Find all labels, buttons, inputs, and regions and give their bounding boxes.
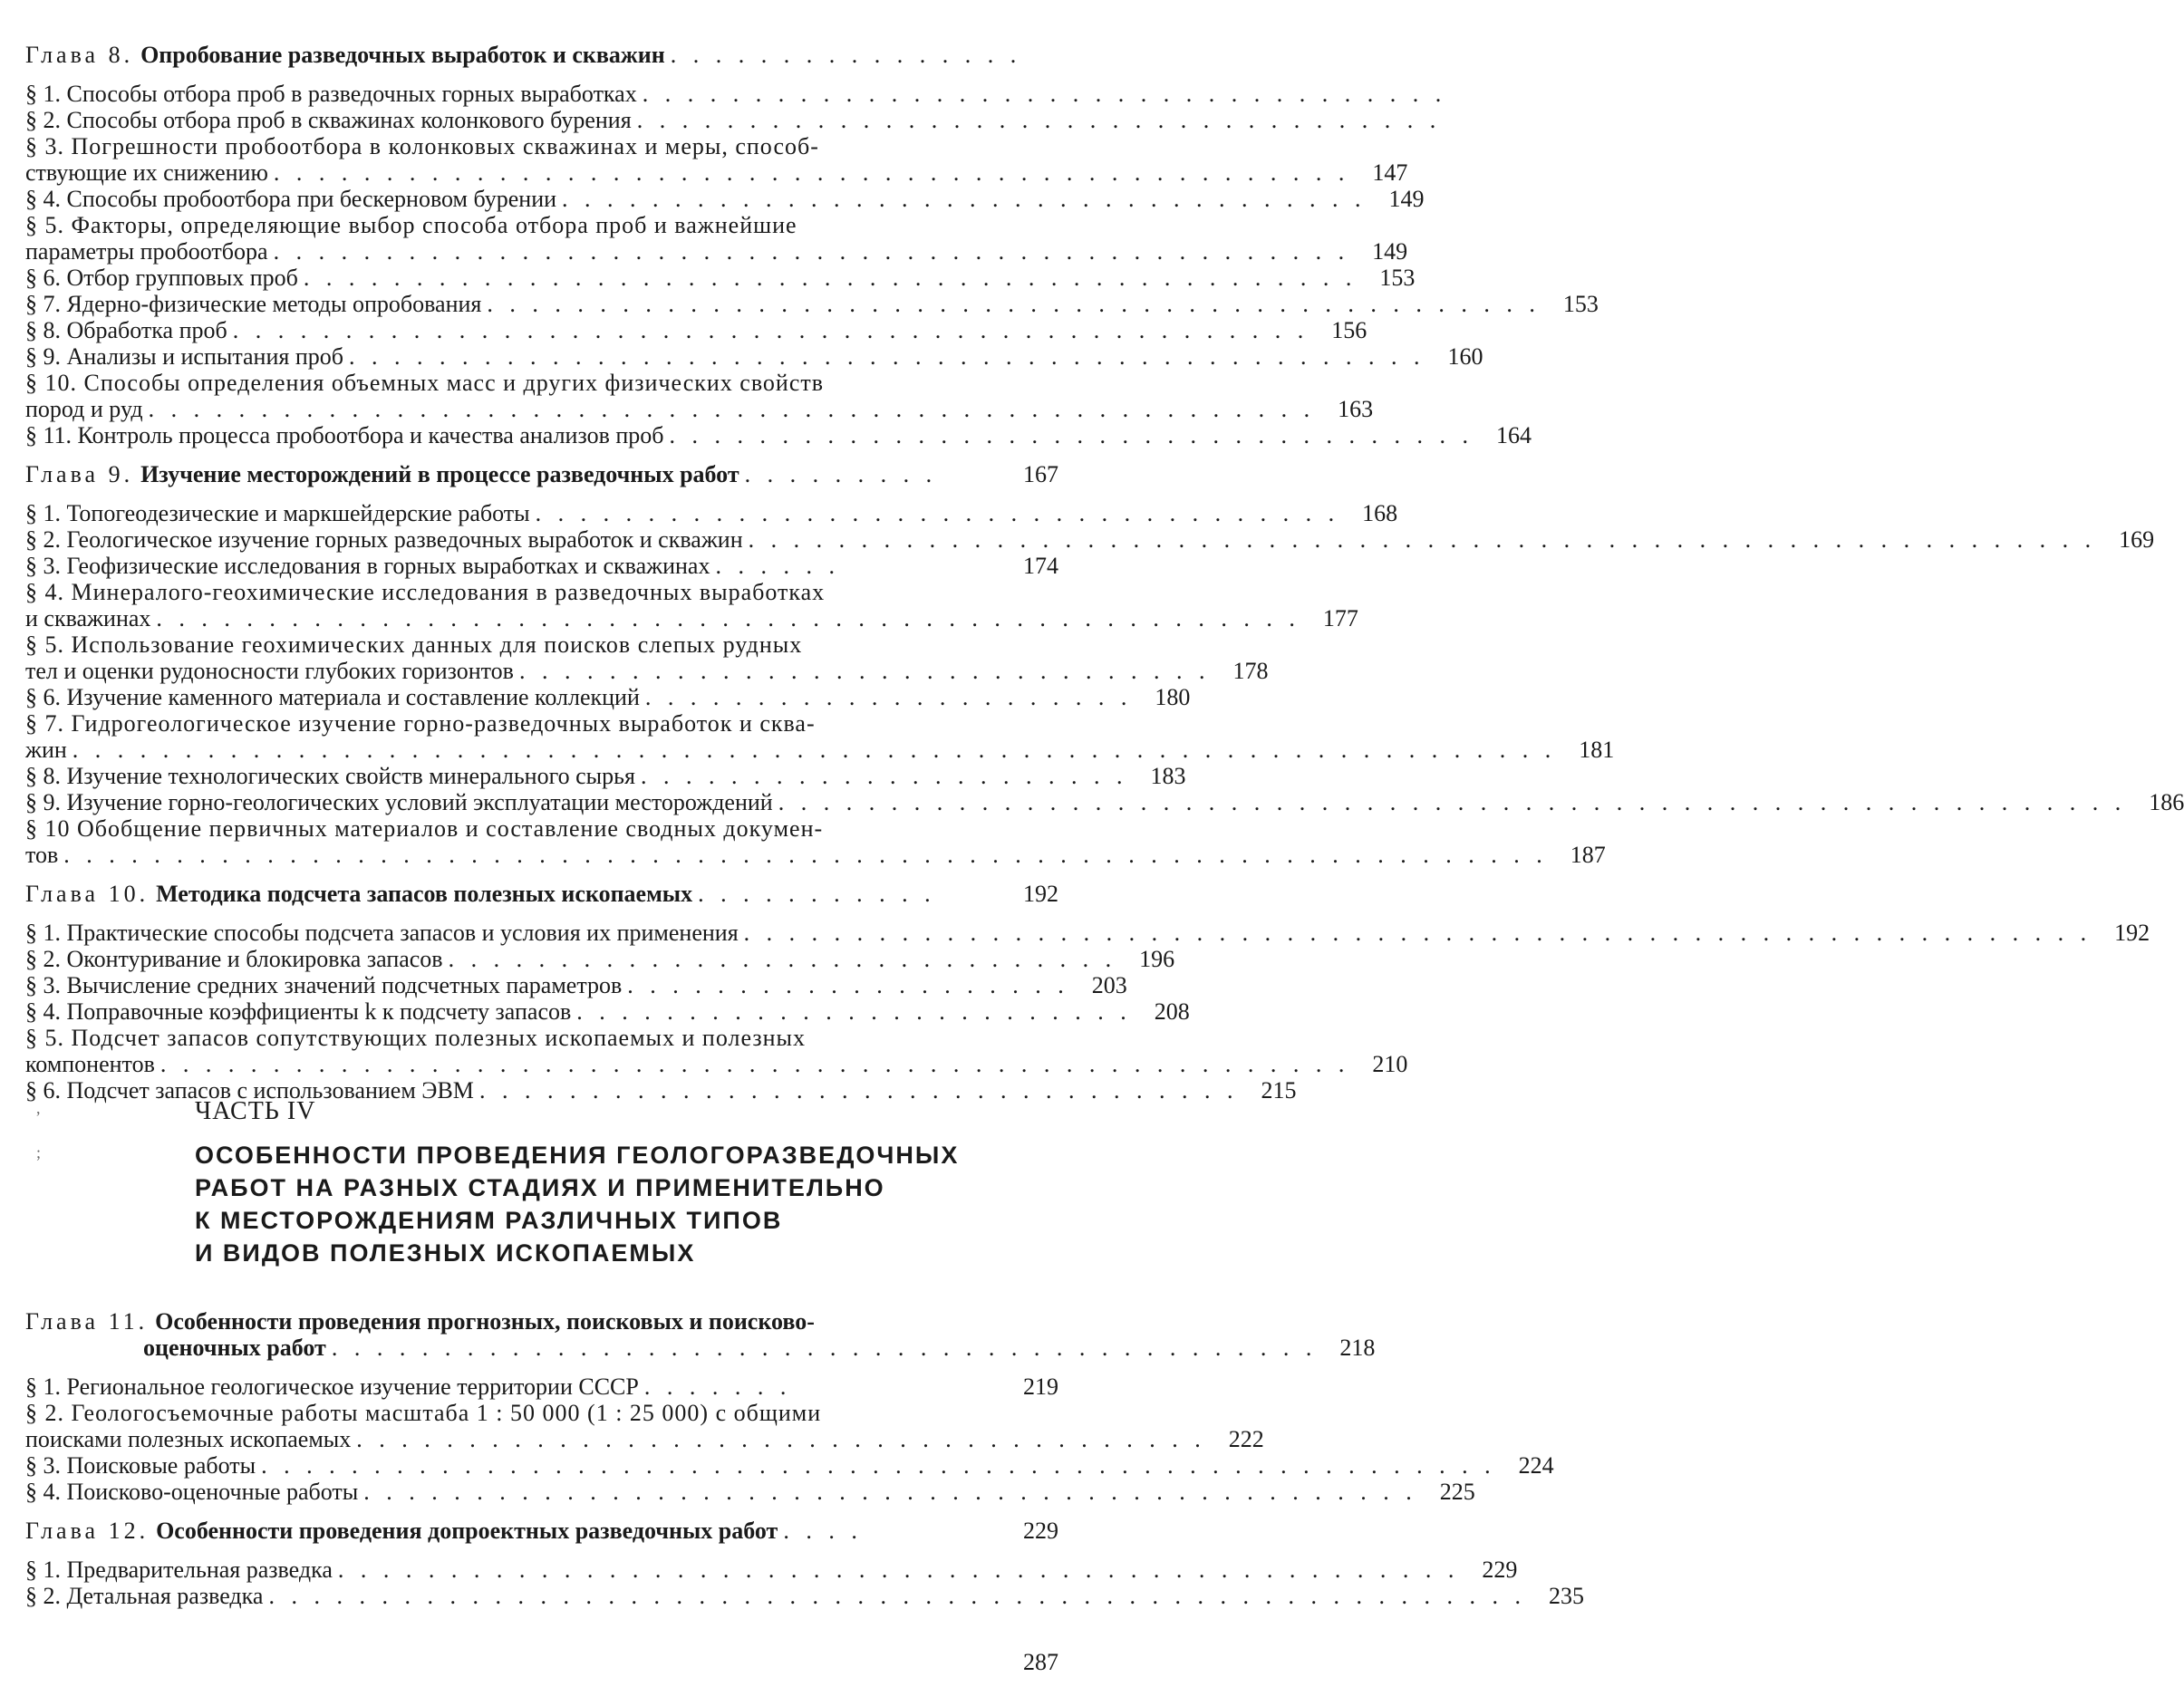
leader-dots: . . . . . . . . . . . . . . . . . . . . . . . . . . . . . . . . . . . . . . . . . . . . . . . . . . .: [156, 605, 1300, 631]
chapter-label: Глава 10.: [25, 881, 150, 907]
entry-page: 186: [2149, 789, 2184, 815]
leader-dots: . . . . . . . . . . . . . . . . . . . . . . . . . . . . . . . . . . . . . .: [356, 1426, 1206, 1452]
part-title-line: К МЕСТОРОЖДЕНИЯМ РАЗЛИЧНЫХ ТИПОВ: [195, 1207, 783, 1234]
entry-page: 208: [1154, 998, 1190, 1025]
leader-dots: . . . . . . . . . . . . . . . . . . . . . . . . . . . . . . . . . . . . . . . . . . . . . . . . . . . . . . . . . . . .: [778, 789, 2127, 815]
entry-text: § 8. Обработка проб: [25, 317, 227, 343]
entry-page: 183: [1150, 763, 1186, 789]
entry-page: 215: [1261, 1077, 1297, 1104]
entry-text: § 4. Способы пробоотбора при бескерновом бурении: [25, 186, 557, 212]
part-title: [195, 1139, 1010, 1269]
chapter-title-line2: оценочных работ: [143, 1335, 326, 1361]
entry-text: § 2. Детальная разведка: [25, 1583, 264, 1609]
entry-text-line1: § 2. Геологосъемочные работы масштаба 1 : 50 000 (1 : 25 000) с общими: [25, 1400, 822, 1426]
entry-text-line2: тов: [25, 842, 59, 868]
chapter-title: Изучение месторождений в процессе разведочных работ: [140, 461, 739, 487]
toc-entry: [25, 789, 2184, 815]
entry-page: 178: [1232, 658, 1269, 684]
leader-dots: . . . . . . . . . . . . . . . . . . . . . . . . . . . . . . . . . . . . . . . . . . . . . . . . . . . . . . . .: [268, 1583, 1526, 1609]
leader-dots: . . . . . . . . . . . . . . . . . . . . . . . . . . . . . . . . . . . . . . . . . . . . . . . . . . . . .: [159, 1051, 1350, 1077]
entry-text: § 8. Изучение технологических свойств минерального сырья: [25, 763, 635, 789]
toc-entry: [25, 710, 1615, 763]
entry-page: 219: [1023, 1373, 1058, 1400]
entry-text-line1: § 4. Минералого-геохимические исследования в разведочных выработках: [25, 579, 826, 605]
entry-text-line1: § 10 Обобщение первичных материалов и составление сводных докумен-: [25, 815, 824, 842]
entry-page: 177: [1322, 605, 1358, 631]
chapter-page: 218: [1339, 1335, 1376, 1361]
entry-text: § 6. Подсчет запасов с использованием ЭВМ: [25, 1077, 474, 1104]
toc-entry: [25, 684, 1191, 710]
entry-page: 196: [1139, 946, 1175, 972]
toc-entry: [25, 815, 1606, 868]
entry-page: 187: [1570, 842, 1606, 868]
entry-page: 149: [1372, 238, 1408, 265]
chapter-title: Методика подсчета запасов полезных ископаемых: [156, 881, 693, 907]
leader-dots: . . . . . . . . . . . . . . . . . . . . . . . . . . . . . . . . . . . . . . . . . . . . . . . . . .: [337, 1557, 1460, 1583]
entry-page: 153: [1379, 265, 1416, 291]
part-title-line: РАБОТ НА РАЗНЫХ СТАДИЯХ И ПРИМЕНИТЕЛЬНО: [195, 1174, 885, 1201]
toc-entry: [25, 579, 1358, 631]
entry-text: § 1. Практические способы подсчета запасов и условия их применения: [25, 920, 739, 946]
leader-dots: . . . . . . . . . . .: [698, 881, 936, 907]
chapter-title-line1: Особенности проведения прогнозных, поисковых и поисково-: [155, 1308, 815, 1335]
leader-dots: . . . .: [783, 1518, 863, 1544]
chapter-label: Глава 8.: [25, 42, 134, 68]
toc-entry: [25, 1452, 1554, 1479]
entry-text-line1: § 10. Способы определения объемных масс и других физических свойств: [25, 370, 825, 396]
chapter-9-heading: [25, 461, 1058, 487]
part-title-line: ОСОБЕННОСТИ ПРОВЕДЕНИЯ ГЕОЛОГОРАЗВЕДОЧНЫХ: [195, 1142, 960, 1169]
leader-dots: . . . . . . . . . . . . . . . . . . . . . . . . . . . . . . . . . . . . . . . . . . . . . . . .: [349, 343, 1425, 370]
toc-entry: [25, 998, 1190, 1025]
entry-text-line1: § 7. Гидрогеологическое изучение горно-разведочных выработок и сква-: [25, 710, 816, 737]
margin-mark: ,: [36, 1099, 41, 1117]
part-number: ЧАСТЬ IV: [195, 1097, 316, 1125]
entry-page: 180: [1155, 684, 1191, 710]
leader-dots: . . . . . . . . . . . . . . . . . . . . . . . . . . . . . . .: [518, 658, 1211, 684]
entry-text: § 4. Поправочные коэффициенты k к подсчету запасов: [25, 998, 572, 1025]
leader-dots: . . . . . . . . . . . . . . . . . . . . . . . . . . . . . . . . . . . . . . . . . . . . . . . .: [273, 238, 1350, 265]
chapter-page: 229: [1023, 1518, 1058, 1544]
chapter-page: 192: [1023, 881, 1058, 907]
entry-text-line1: § 5. Использование геохимических данных для поисков слепых рудных: [25, 631, 803, 658]
entry-text: § 3. Вычисление средних значений подсчетных параметров: [25, 972, 623, 998]
leader-dots: . . . . . . .: [643, 1373, 792, 1400]
toc-entry: [25, 186, 1425, 212]
leader-dots: . . . . . . . . . . . . . . . . . . . . . . . . . . . . . . . . . . . . . . . . . . . . . . . .: [273, 159, 1350, 186]
chapter-title: Особенности проведения допроектных разведочных работ: [156, 1518, 778, 1544]
toc-entry: [25, 1557, 1518, 1583]
entry-page: 229: [1482, 1557, 1518, 1583]
entry-page: 169: [2119, 526, 2155, 553]
toc-entry: [25, 553, 1058, 579]
leader-dots: . . . . . . . . . . . . . . . . . . . . . . . . . . . . . . . . . . . . . . . . . . . . . . .: [487, 291, 1541, 317]
entry-page: 156: [1331, 317, 1367, 343]
toc-entry: [25, 972, 1127, 998]
toc-entry: [25, 422, 1532, 448]
leader-dots: . . . . . . . . . . . . . . . . . . . . . . . . . . . . . . . . . . . . . . . . . . . . . . . . . . . .: [148, 396, 1316, 422]
entry-text: § 2. Геологическое изучение горных разведочных выработок и скважин: [25, 526, 743, 553]
leader-dots: . . . . . . . . .: [744, 461, 938, 487]
entry-page: 149: [1388, 186, 1425, 212]
leader-dots: . . . . . . . . . . . . . . . . . . . . . . . . . . . . . . . . . . . . . . . . . . . . . . . . . . . . . . .: [261, 1452, 1496, 1479]
entry-page: 174: [1023, 553, 1058, 579]
chapter-page: 167: [1023, 461, 1058, 487]
toc-entry: [25, 265, 1416, 291]
entry-text: § 1. Топогеодезические и маркшейдерские работы: [25, 500, 530, 526]
leader-dots: . . . . . . . . . . . . . . . . . . . . . . . . . . . . . . . . . . . . . . . . . . . . . . . .: [232, 317, 1309, 343]
entry-page: 168: [1362, 500, 1398, 526]
entry-page: 203: [1091, 972, 1127, 998]
entry-text: § 2. Оконтуривание и блокировка запасов: [25, 946, 443, 972]
entry-text-line2: и скважинах: [25, 605, 151, 631]
chapter-10-heading: [25, 881, 1058, 907]
leader-dots: . . . . . . . . . . . . . . . . . . . . . . . . . . . . . . . . . . . . . . . . . . . . . . . . . . . . . . . . . . . .: [743, 920, 2092, 946]
leader-dots: . . . . . . . . . . . . . . . . . . . . . . . . . . . . . . . . . . . . . . . . . . . . . . . . . . . . . . . . . . . .: [748, 526, 2097, 553]
chapter-title: Опробование разведочных выработок и скважин: [140, 42, 665, 68]
leader-dots: . . . . . . . . . . . . . . . . . . . . . .: [640, 763, 1128, 789]
leader-dots: . . . . . . . . . . . . . . . . . . . . . . . . . . . . . . . . . . . .: [642, 81, 1447, 107]
entry-page: 225: [1439, 1479, 1475, 1505]
part-title-line: И ВИДОВ ПОЛЕЗНЫХ ИСКОПАЕМЫХ: [195, 1239, 696, 1267]
toc-entry: [25, 920, 2150, 946]
entry-text-line2: пород и руд: [25, 396, 143, 422]
leader-dots: . . . . . . . . . . . . . . . . . . . . . . . . . . . . . . . . . . . . . . . . . . . . . . .: [303, 265, 1358, 291]
entry-page: 164: [1496, 422, 1532, 448]
entry-text: § 6. Отбор групповых проб: [25, 265, 298, 291]
entry-text-line2: жин: [25, 737, 67, 763]
entry-page: 235: [1548, 1583, 1584, 1609]
entry-text-line1: § 5. Факторы, определяющие выбор способа отбора проб и важнейшие: [25, 212, 797, 238]
entry-text-line1: § 3. Погрешности пробоотбора в колонковых скважинах и меры, способ-: [25, 133, 819, 159]
toc-entry: [25, 370, 1374, 422]
entry-page: 222: [1228, 1426, 1264, 1452]
entry-page: 224: [1518, 1452, 1554, 1479]
entry-page: 181: [1579, 737, 1615, 763]
entry-text: § 6. Изучение каменного материала и составление коллекций: [25, 684, 640, 710]
entry-text: § 3. Геофизические исследования в горных выработках и скважинах: [25, 553, 710, 579]
entry-text-line1: § 5. Подсчет запасов сопутствующих полезных ископаемых и полезных: [25, 1025, 806, 1051]
leader-dots: . . . . . . . . . . . . . . . . . . . . . . . . . . . . . . . . . . . .: [562, 186, 1367, 212]
toc-lower: [25, 1308, 1584, 1609]
entry-text: § 2. Способы отбора проб в скважинах колонкового бурения: [25, 107, 632, 133]
entry-page: 147: [1372, 159, 1408, 186]
entry-page: 192: [2114, 920, 2150, 946]
toc-entry: [25, 291, 1599, 317]
toc-entry: [25, 133, 1408, 186]
toc-entry: [25, 526, 2155, 553]
entry-text: § 1. Способы отбора проб в разведочных горных выработках: [25, 81, 637, 107]
toc-entry: [25, 631, 1269, 684]
leader-dots: . . . . . . . . . . . . . . . . . . . . . .: [644, 684, 1133, 710]
leader-dots: . . . . . . . . . . . . . . . . . . . .: [627, 972, 1069, 998]
entry-page: 153: [1562, 291, 1599, 317]
entry-text: § 4. Поисково-оценочные работы: [25, 1479, 359, 1505]
toc-entry: [25, 107, 1442, 133]
entry-text: § 9. Анализы и испытания проб: [25, 343, 343, 370]
toc-entry: [25, 1479, 1475, 1505]
entry-page: 163: [1338, 396, 1374, 422]
leader-dots: . . . . . . . . . . . . . . . . . . . . . . . . . . . . . . . . . . . .: [535, 500, 1340, 526]
toc-entry: [25, 763, 1186, 789]
leader-dots: . . . . . . . . . . . . . . . . . . . . . . . . . . . . . . . . . .: [478, 1077, 1239, 1104]
chapter-12-heading: [25, 1518, 1058, 1544]
toc-upper: [25, 34, 2184, 1104]
entry-text: § 1. Предварительная разведка: [25, 1557, 333, 1583]
leader-dots: . . . . . .: [715, 553, 840, 579]
leader-dots: . . . . . . . . . . . . . . . . . . . . . . . . . . . . . . . . . . . . . . . . . . . . . . . . . . . . . . . . . . . . . . . . . .: [72, 737, 1557, 763]
page-number: 287: [1023, 1649, 1058, 1675]
leader-dots: . . . . . . . . . . . . . . . . . . . . . . . . . . . . . . . . . . . .: [669, 422, 1474, 448]
toc-entry: [25, 1373, 1058, 1400]
margin-mark: ;: [36, 1143, 42, 1161]
leader-dots: . . . . . . . . . . . . . . . . . . . . . . . . . . . . . . . . . . . . . . . . . . . . . . . . . . . . . . . . . . . . . . . . . .: [63, 842, 1548, 868]
toc-entry: [25, 81, 1447, 107]
chapter-label: Глава 12.: [25, 1518, 150, 1544]
entry-text: § 3. Поисковые работы: [25, 1452, 256, 1479]
leader-dots: . . . . . . . . . . . . . . . . . . . . . . . . . . . . . . . . . . . . . . . . . . . . . . .: [363, 1479, 1417, 1505]
entry-text-line2: поисками полезных ископаемых: [25, 1426, 352, 1452]
entry-text: § 1. Региональное геологическое изучение территории СССР: [25, 1373, 639, 1400]
leader-dots: . . . . . . . . . . . . . . . . . . . . . . . . .: [576, 998, 1132, 1025]
toc-entry: [25, 1025, 1408, 1077]
toc-entry: [25, 343, 1483, 370]
chapter-8-heading: [25, 42, 1058, 68]
toc-entry: [25, 946, 1175, 972]
toc-entry: [25, 1583, 1584, 1609]
leader-dots: . . . . . . . . . . . . . . . . . . . . . . . . . . . . . . . . . . . . . . . . . . . .: [331, 1335, 1318, 1361]
entry-page: 210: [1372, 1051, 1408, 1077]
chapter-label: Глава 9.: [25, 461, 134, 487]
leader-dots: . . . . . . . . . . . . . . . . . . . . . . . . . . . . . . . . . . . .: [636, 107, 1442, 133]
entry-text: § 11. Контроль процесса пробоотбора и качества анализов проб: [25, 422, 664, 448]
toc-entry: [25, 317, 1367, 343]
chapter-label: Глава 11.: [25, 1308, 149, 1335]
entry-page: 160: [1447, 343, 1483, 370]
leader-dots: . . . . . . . . . . . . . . . .: [670, 42, 1022, 68]
toc-entry: [25, 212, 1408, 265]
toc-entry: [25, 500, 1398, 526]
entry-text-line2: компонентов: [25, 1051, 155, 1077]
entry-text: § 9. Изучение горно-геологических условий эксплуатации месторождений: [25, 789, 773, 815]
entry-text-line2: тел и оценки рудоносности глубоких горизонтов: [25, 658, 514, 684]
toc-entry: [25, 1400, 1264, 1452]
entry-text: § 7. Ядерно-физические методы опробования: [25, 291, 482, 317]
leader-dots: . . . . . . . . . . . . . . . . . . . . . . . . . . . . . .: [448, 946, 1117, 972]
chapter-11-heading: [25, 1308, 1376, 1361]
entry-text-line2: параметры пробоотбора: [25, 238, 268, 265]
entry-text-line2: ствующие их снижению: [25, 159, 268, 186]
part-heading: [195, 1097, 1010, 1269]
